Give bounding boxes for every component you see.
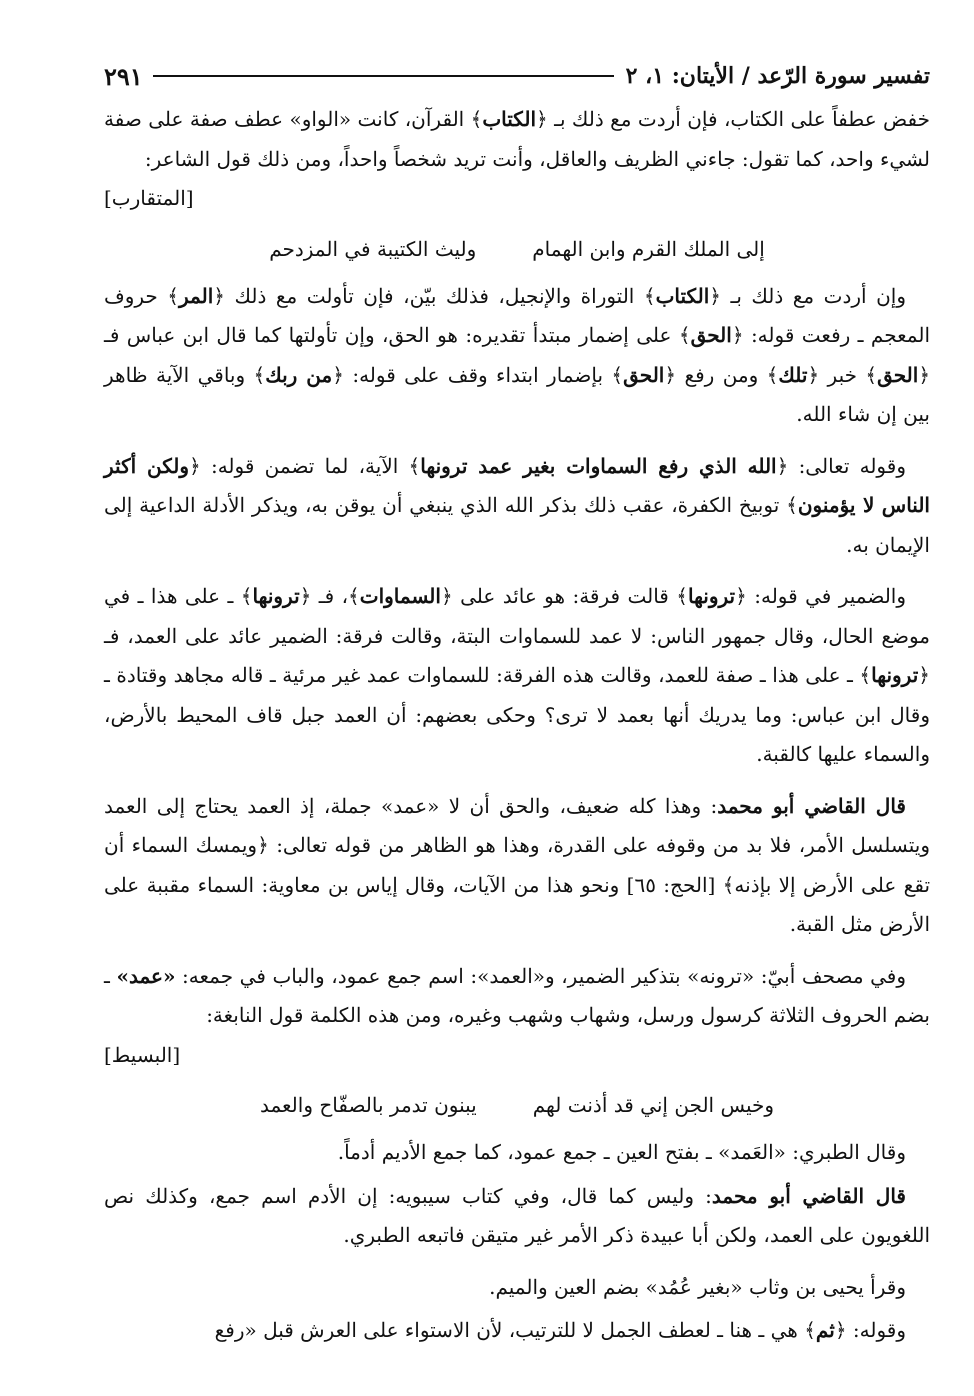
quran-term: تلك xyxy=(778,362,808,387)
text-span: ﴾ ومن رفع ﴿ xyxy=(664,362,779,387)
author-label: قال القاضي أبو محمد xyxy=(717,793,906,818)
quran-term: الكتاب xyxy=(655,283,710,308)
text-span: وقال الطبري: «العَمد» ـ بفتح العين ـ جمع عمود، كما جمع الأديم أدماً. xyxy=(337,1140,906,1164)
quran-term: الكتاب xyxy=(482,107,536,131)
quran-term: الحق xyxy=(690,323,732,347)
quran-term: «عمد» xyxy=(116,963,176,988)
text-span: وقوله: ﴿ xyxy=(834,1318,906,1342)
text-span: وإن أردت مع ذلك بـ ﴿ xyxy=(709,283,906,308)
paragraph-1 xyxy=(104,100,930,219)
text-span: : وهذا كله ضعيف، والحق أن لا «عمد» جملة، إذ العمد يحتاج إلى العمد ويتسلسل الأمر، فلا بد من وقوفه على القدرة، وهذا هو الظاهر من قوله تعالى: ﴿ويمسك السماء أن تقع على الأرض إلا بإذنه﴾ [الحج: ٦٥] ونحو هذا من الآيات، وقال إياس بن معاوية: السماء مقببة على الأرض مثل القبة. xyxy=(104,793,931,936)
text-span: ﴾ على إضمار مبتدأ تقديره: هو الحق، وإن تأولتها كما قال ابن عباس فـ ﴿ xyxy=(104,323,931,387)
paragraph-6 xyxy=(104,957,930,1076)
text-span: : وليس كما قال، وفي كتاب سيبويه: إن الأدم اسم جمع، وكذلك نص اللغويون على العمد، ولكن أبا عبيدة ذكر الأمر غير متيقن فاتبعه الطبري. xyxy=(104,1183,930,1247)
paragraph-5 xyxy=(104,787,930,945)
text-span: ﴾، فـ ﴿ xyxy=(299,584,360,608)
paragraph-2 xyxy=(104,277,930,435)
page-number: ٢٩١ xyxy=(104,61,143,91)
text-span: ﴾ توبيخ الكفرة، عقب ذلك بذكر الله الذي ينبغي أن يوقن به، ويذكر الأدلة الداعية إلى الإيمان به. xyxy=(104,493,930,557)
quran-term: الحق xyxy=(877,362,919,387)
verse-second-hemistich: وليث الكتيبة في المزدحم xyxy=(269,236,477,261)
quran-term: الله الذي رفع السماوات بغير عمد ترونها xyxy=(420,453,777,478)
paragraph-7 xyxy=(104,1133,930,1173)
poetry-verse-1 xyxy=(104,231,930,267)
quran-term: ترونها xyxy=(871,663,919,687)
quran-term: ترونها xyxy=(687,584,736,608)
paragraph-3 xyxy=(104,447,930,566)
author-label: قال القاضي أبو محمد xyxy=(711,1183,906,1208)
paragraph-4 xyxy=(104,577,930,775)
poetry-verse-2 xyxy=(104,1087,930,1123)
verse-second-hemistich: يبنون تدمر بالصفّاح والعمد xyxy=(259,1093,477,1117)
text-span: ﴾ خبر ﴿ xyxy=(807,362,878,387)
quran-term: الحق xyxy=(623,362,665,387)
text-span: وقوله تعالى: ﴿ xyxy=(776,453,906,478)
page-header xyxy=(104,58,930,94)
text-span: ﴾ هي ـ هنا ـ لعطف الجمل لا للترتيب، لأن الاستواء على العرش قبل «رفع xyxy=(214,1318,816,1342)
text-span: ﴾ بإضمار ابتداء وقف على قوله: ﴿ xyxy=(332,362,624,387)
paragraph-10 xyxy=(104,1311,930,1351)
text-span: والضمير في قوله: ﴿ xyxy=(735,584,907,608)
quran-term: المر xyxy=(179,283,214,308)
text-span: خفض عطفاً على الكتاب، فإن أردت مع ذلك بـ ﴿ xyxy=(536,107,931,131)
quran-term: من ربك xyxy=(265,362,333,387)
text-span: ﴾ ـ على هذا ـ في موضع الحال، وقال جمهور الناس: لا عمد للسماوات البتة، وقالت فرقة: الضمير عائد على العمد، فـ ﴿ xyxy=(104,584,930,687)
text-span: وفي مصحف أبيّ: «ترونه» بتذكير الضمير، و«العمد»: اسم جمع عمود، والباب في جمعه: xyxy=(175,963,907,988)
verse-first-hemistich: وخيس الجن إني قد أذنت لهم xyxy=(532,1093,775,1117)
verse-first-hemistich: إلى الملك القرم وابن الهمام xyxy=(532,236,765,261)
paragraph-9 xyxy=(104,1268,930,1308)
text-span: ـ بضم الحروف الثلاثة كرسول ورسل، وشهاب وشهب وغيره، ومن هذه الكلمة قول النابغة: xyxy=(104,963,930,1027)
text-span: ﴾ التوراة والإنجيل، فذلك بيّن، فإن تأولت مع ذلك ﴿ xyxy=(213,283,656,308)
text-span: ﴾ قالت فرقة: هو عائد على ﴿ xyxy=(440,584,688,608)
text-span: ﴾ ـ على هذا ـ صفة للعمد، وقالت هذه الفرقة: للسماوات عمد غير مرئية ـ قاله مجاهد وقتادة ـ وقال ابن عباس: وما يدريك أنها بعمد لا ترى؟ وحكى بعضهم: أن العمد جبل قاف المحيط بالأرض، والسماء عليها كالقبة. xyxy=(104,663,930,766)
poetic-meter: [المتقارب] xyxy=(104,186,194,210)
quran-term: السماوات xyxy=(359,584,441,608)
header-rule xyxy=(153,75,614,77)
text-span: ﴾ الآية، لما تضمن قوله: ﴿ xyxy=(189,453,421,478)
text-span: وقرأ يحيى بن وثاب «بغير عُمُد» بضم العين والميم. xyxy=(489,1274,906,1299)
text-span: ﴾ حروف المعجم ـ رفعت قوله: ﴿ xyxy=(104,283,931,347)
quran-term: ثم xyxy=(815,1318,835,1342)
poetic-meter: [البسيط] xyxy=(104,1042,181,1067)
paragraph-8 xyxy=(104,1177,930,1256)
text-span: ﴾ وباقي الآية ظاهر بين إن شاء الله. xyxy=(104,362,930,426)
text-span: ﴾ القرآن، كانت «الواو» عطف صفة على صفة لشيء واحد، كما تقول: جاءني الظريف والعاقل، وأنت تريد شخصاً واحداً، ومن ذلك قول الشاعر: xyxy=(104,107,930,171)
quran-term: ترونها xyxy=(252,584,300,608)
quran-term: ولكن أكثر الناس لا يؤمنون xyxy=(104,453,930,517)
running-title: تفسير سورة الرّعد / الأيتان: ١، ٢ xyxy=(625,63,930,89)
